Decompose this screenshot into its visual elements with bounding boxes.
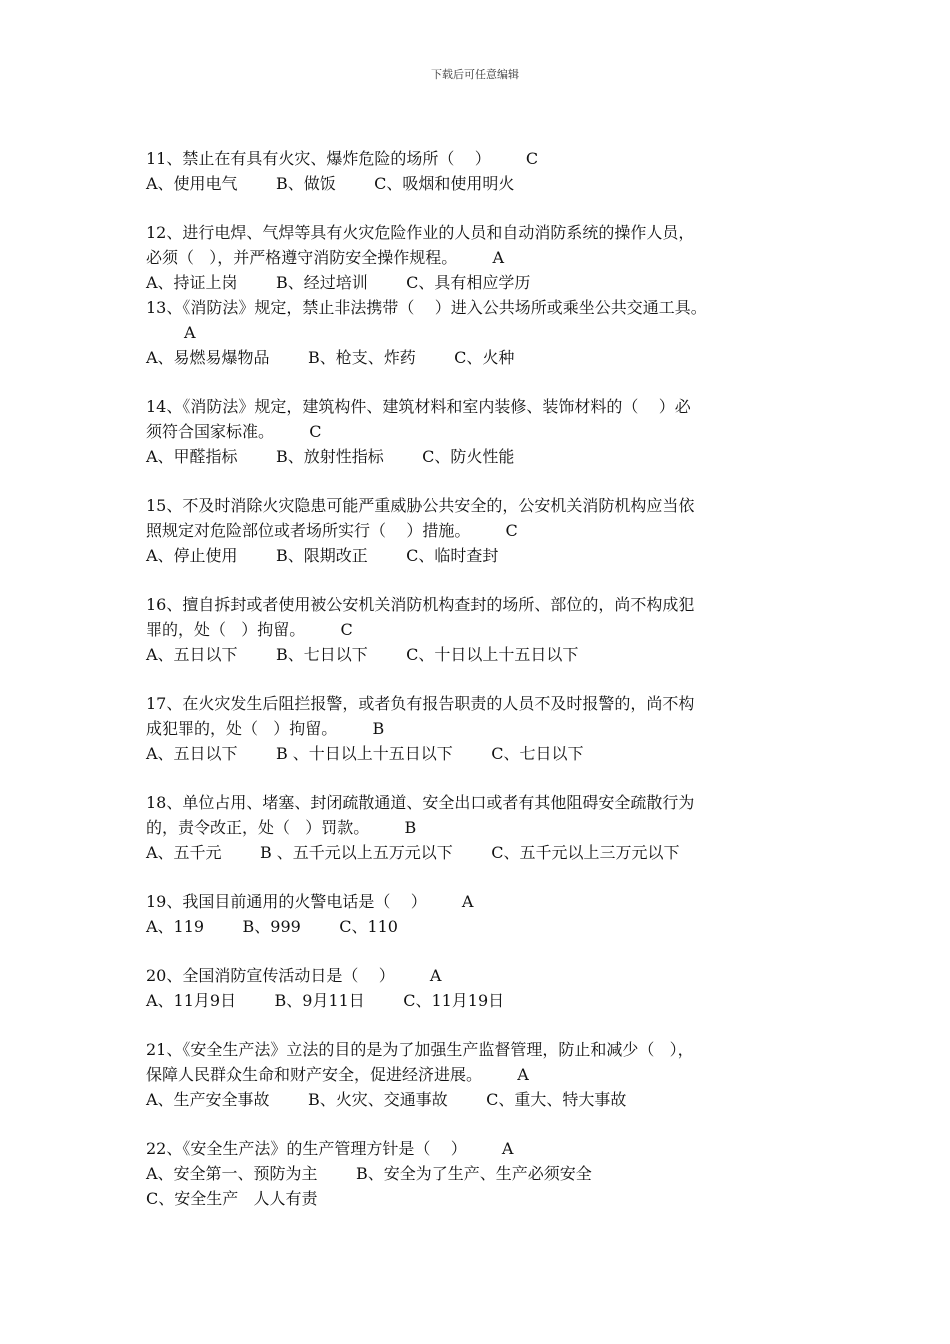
option-c: C、临时查封 xyxy=(406,546,499,565)
option-a: A、119 xyxy=(146,917,205,936)
question-15-text-1: 15、不及时消除火灾隐患可能严重威胁公共安全的，公安机关消防机构应当依 xyxy=(146,496,695,515)
question-18-answer: B xyxy=(404,818,417,837)
question-12-answer: A xyxy=(492,248,505,267)
option-a: A、易燃易爆物品 xyxy=(146,348,270,367)
question-21-options xyxy=(146,1087,836,1112)
option-b: B、火灾、交通事故 xyxy=(307,1090,448,1109)
option-a: A、生产安全事故 xyxy=(146,1090,270,1109)
option-b: B、放射性指标 xyxy=(275,447,384,466)
option-a: A、停止使用 xyxy=(146,546,238,565)
question-15-text-2: 照规定对危险部位或者场所实行（ ）措施。 xyxy=(146,521,471,540)
question-16 xyxy=(146,592,836,667)
question-12 xyxy=(146,220,836,295)
option-a: A、五千元 xyxy=(146,843,222,862)
option-b: B、限期改正 xyxy=(275,546,368,565)
option-a: A、甲醛指标 xyxy=(146,447,238,466)
option-b: B、999 xyxy=(242,917,301,936)
question-20-options xyxy=(146,988,836,1013)
question-17 xyxy=(146,691,836,766)
question-13-answer: A xyxy=(184,323,196,342)
question-19 xyxy=(146,889,836,939)
question-22 xyxy=(146,1136,836,1211)
question-list xyxy=(146,146,836,1235)
question-11-answer: C xyxy=(525,149,539,168)
option-c: C、吸烟和使用明火 xyxy=(374,174,515,193)
question-12-text-2: 必须（ ），并严格遵守消防安全操作规程。 xyxy=(146,248,458,267)
option-b: B、经过培训 xyxy=(275,273,368,292)
option-a: A、五日以下 xyxy=(146,744,238,763)
option-a: A、持证上岗 xyxy=(146,273,238,292)
question-16-text-2: 罪的，处（ ）拘留。 xyxy=(146,620,306,639)
question-11-options xyxy=(146,171,836,196)
question-19-text: 19、我国目前通用的火警电话是（ ） xyxy=(146,892,427,911)
question-20-text: 20、全国消防宣传活动日是（ ） xyxy=(146,966,395,985)
question-12-options xyxy=(146,270,836,295)
question-11-text: 11、禁止在有具有火灾、爆炸危险的场所（ ） xyxy=(146,149,491,168)
question-13 xyxy=(146,295,836,370)
question-17-answer: B xyxy=(372,719,385,738)
question-16-options xyxy=(146,642,836,667)
question-21-text-1: 21、《安全生产法》立法的目的是为了加强生产监督管理，防止和减少（ ）， xyxy=(146,1040,694,1059)
option-c: C、11月19日 xyxy=(403,991,505,1010)
question-19-answer: A xyxy=(461,892,474,911)
question-16-text-1: 16、擅自拆封或者使用被公安机关消防机构查封的场所、部位的，尚不构成犯 xyxy=(146,595,695,614)
option-c: C、火种 xyxy=(454,348,515,367)
option-c: C、重大、特大事故 xyxy=(486,1090,627,1109)
question-12-text-1: 12、进行电焊、气焊等具有火灾危险作业的人员和自动消防系统的操作人员， xyxy=(146,223,695,242)
question-17-options xyxy=(146,741,836,766)
option-b: B、做饭 xyxy=(275,174,336,193)
question-20-answer: A xyxy=(429,966,442,985)
option-a: A、使用电气 xyxy=(146,174,238,193)
option-b: B 、十日以上十五日以下 xyxy=(275,744,453,763)
question-17-text-1: 17、在火灾发生后阻拦报警，或者负有报告职责的人员不及时报警的，尚不构 xyxy=(146,694,695,713)
question-22-option-c: C、安全生产 人人有责 xyxy=(146,1189,318,1208)
question-21-answer: A xyxy=(517,1065,529,1084)
option-a: A、安全第一、预防为主 xyxy=(146,1164,318,1183)
question-17-text-2: 成犯罪的，处（ ）拘留。 xyxy=(146,719,338,738)
question-13-options xyxy=(146,345,836,370)
question-22-answer: A xyxy=(501,1139,514,1158)
question-18-text-2: 的，责令改正，处（ ）罚款。 xyxy=(146,818,370,837)
option-b: B、七日以下 xyxy=(275,645,368,664)
question-15-options xyxy=(146,543,836,568)
option-c: C、具有相应学历 xyxy=(406,273,531,292)
question-14-answer: C xyxy=(309,422,322,441)
question-18 xyxy=(146,790,836,865)
question-22-options xyxy=(146,1161,836,1186)
option-c: C、十日以上十五日以下 xyxy=(406,645,579,664)
question-11 xyxy=(146,146,836,196)
question-21 xyxy=(146,1037,836,1112)
option-c: C、110 xyxy=(339,917,398,936)
question-14 xyxy=(146,394,836,469)
option-a: A、五日以下 xyxy=(146,645,238,664)
question-16-answer: C xyxy=(340,620,353,639)
option-b: B、安全为了生产、生产必须安全 xyxy=(355,1164,592,1183)
page-header: 下载后可任意编辑 xyxy=(431,68,519,81)
question-15 xyxy=(146,493,836,568)
question-15-answer: C xyxy=(505,521,518,540)
question-20 xyxy=(146,963,836,1013)
question-22-text: 22、《安全生产法》的生产管理方针是（ ） xyxy=(146,1139,467,1158)
question-14-text-1: 14、《消防法》规定，建筑构件、建筑材料和室内装修、装饰材料的（ ）必 xyxy=(146,397,691,416)
option-a: A、11月9日 xyxy=(146,991,237,1010)
question-21-text-2: 保障人民群众生命和财产安全，促进经济进展。 xyxy=(146,1065,483,1084)
option-b: B 、五千元以上五万元以下 xyxy=(259,843,453,862)
option-c: C、防火性能 xyxy=(422,447,515,466)
question-19-options xyxy=(146,914,836,939)
question-18-text-1: 18、单位占用、堵塞、封闭疏散通道、安全出口或者有其他阻碍安全疏散行为 xyxy=(146,793,695,812)
question-14-options xyxy=(146,444,836,469)
option-b: B、9月11日 xyxy=(274,991,365,1010)
option-b: B、枪支、炸药 xyxy=(307,348,416,367)
question-18-options xyxy=(146,840,836,865)
question-13-text: 13、《消防法》规定，禁止非法携带（ ）进入公共场所或乘坐公共交通工具。 xyxy=(146,298,707,317)
option-c: C、五千元以上三万元以下 xyxy=(491,843,680,862)
question-14-text-2: 须符合国家标准。 xyxy=(146,422,275,441)
option-c: C、七日以下 xyxy=(491,744,584,763)
